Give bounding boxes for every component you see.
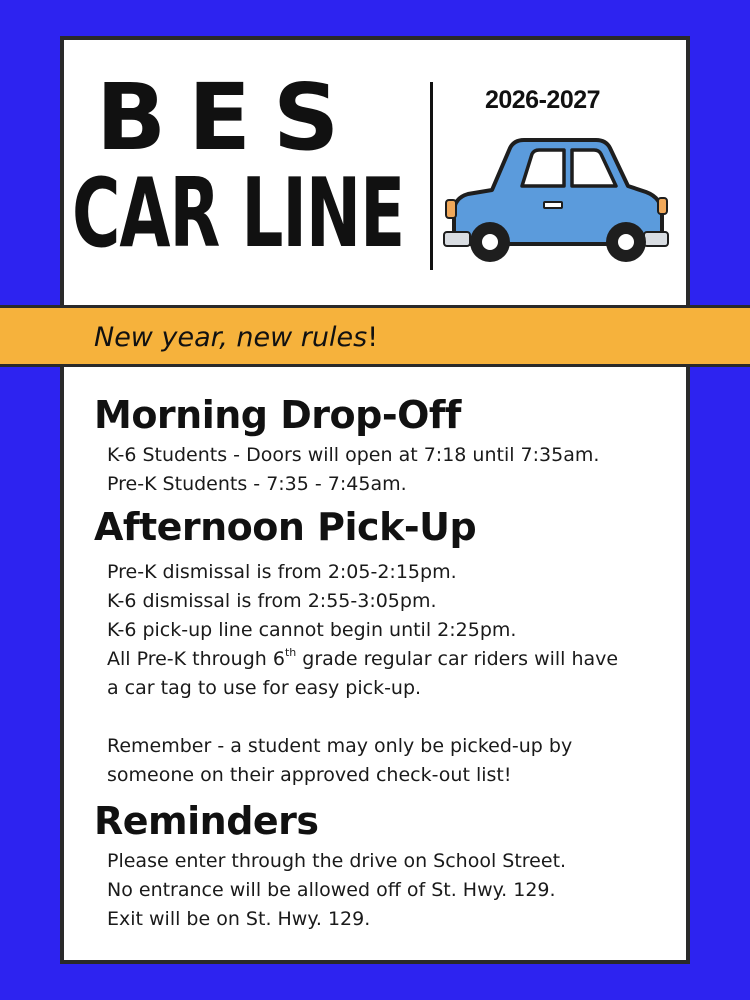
header-divider — [430, 82, 433, 270]
reminder-line: Exit will be on St. Hwy. 129. — [107, 908, 371, 930]
car-taillight — [658, 198, 667, 214]
afternoon-line: K-6 pick-up line cannot begin until 2:25pm. — [107, 619, 517, 641]
morning-line: Pre-K Students - 7:35 - 7:45am. — [107, 473, 407, 495]
remember-line: Remember - a student may only be picked-up by — [107, 735, 573, 757]
reminders-title: Reminders — [94, 799, 319, 843]
morning-title: Morning Drop-Off — [94, 393, 461, 437]
afternoon-line: K-6 dismissal is from 2:55-3:05pm. — [107, 590, 437, 612]
afternoon-title: Afternoon Pick-Up — [94, 505, 477, 549]
car-bumper-rear — [644, 232, 668, 246]
afternoon-line: Pre-K dismissal is from 2:05-2:15pm. — [107, 561, 457, 583]
reminder-line: No entrance will be allowed off of St. Hwy. 129. — [107, 879, 556, 901]
remember-line-2: someone on their approved check-out list! — [107, 764, 512, 786]
morning-line: K-6 Students - Doors will open at 7:18 until 7:35am. — [107, 444, 600, 466]
car-headlight — [446, 200, 456, 218]
school-year: 2026-2027 — [484, 86, 601, 114]
reminder-line: Please enter through the drive on School Street. — [107, 850, 567, 872]
riders-line-2: a car tag to use for easy pick-up. — [107, 677, 422, 699]
riders-line: All Pre-K through 6th grade regular car riders will have — [107, 646, 619, 670]
car-icon — [440, 128, 670, 268]
title-car-line: CAR LINE — [72, 157, 405, 269]
title-bes: BES — [96, 64, 362, 171]
banner — [0, 305, 750, 367]
banner-text: New year, new rules! — [94, 322, 379, 353]
car-bumper-front — [444, 232, 470, 246]
car-door-handle — [544, 202, 562, 208]
